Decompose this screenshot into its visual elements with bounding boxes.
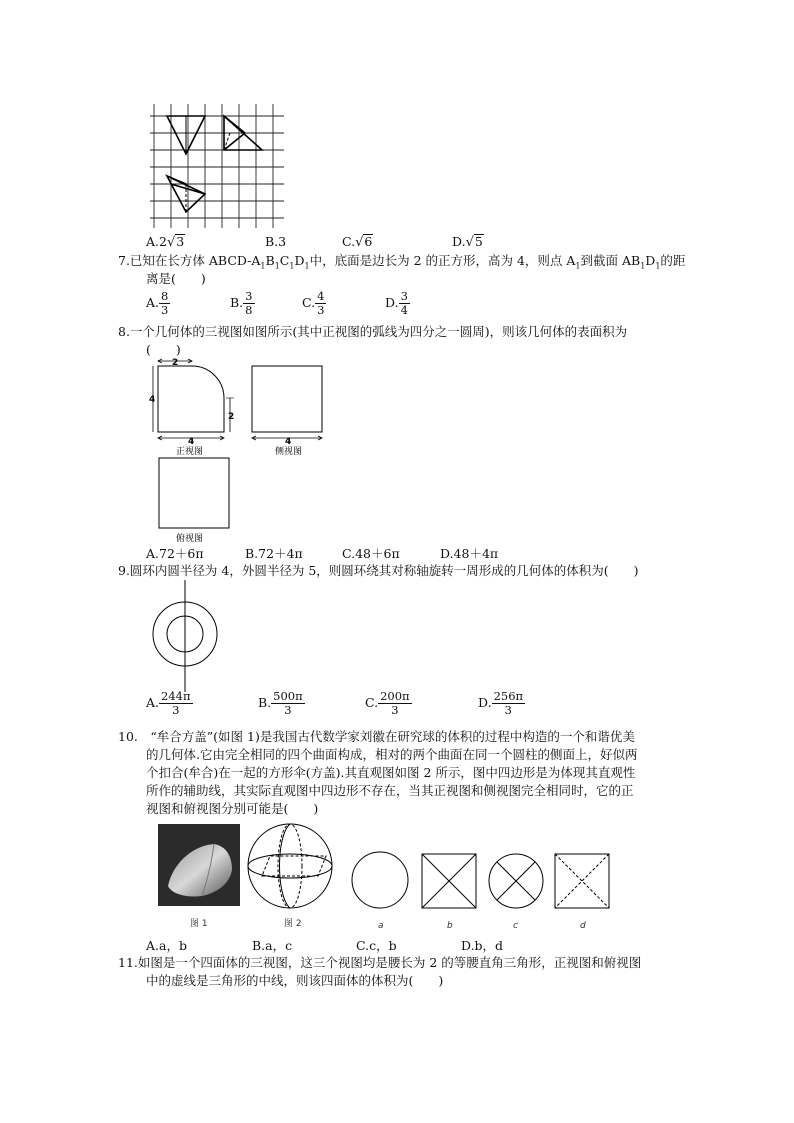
q11-stem-line1: 11.如图是一个四面体的三视图，这三个视图均是腰长为 2 的等腰直角三角形，正视图和俯视图 xyxy=(118,955,642,970)
q10-fig-d-square-dashed xyxy=(555,854,609,908)
q9-stem: 9.圆环内圆半径为 4，外圆半径为 5，则圆环绕其对称轴旋转一周形成的几何体的体积为( ) xyxy=(118,563,639,578)
q8-stem-line1: 8.一个几何体的三视图如图所示(其中正视图的弧线为四分之一圆周)，则该几何体的表面积为 xyxy=(118,324,628,339)
q10-fig-a-label: a xyxy=(378,921,384,931)
q10-stem-line4: 所作的辅助线，其实际直观图中四边形不存在，当其正视图和侧视图完全相同时，它的正 xyxy=(146,783,634,798)
q10-option-c[interactable]: C.c，b xyxy=(356,938,397,953)
q7-option-c[interactable]: C. $\frac{4}{3}$ xyxy=(302,289,325,317)
q10-fig-c-circle-x xyxy=(489,854,543,908)
q7-option-b[interactable]: B. $\frac{3}{8}$ xyxy=(230,289,253,317)
q7-stem-line1: 7.已知在长方体 ABCD-$A_1B_1C_1D_1$中，底面是边长为 2 的正方形，高为 4，则点 $A_1$到截面 $AB_1D_1$的距 xyxy=(118,253,686,271)
q8-option-a[interactable]: A.72＋6π xyxy=(146,546,204,561)
q10-option-d[interactable]: D.b，d xyxy=(461,938,504,953)
q10-fig1-photo xyxy=(158,824,240,906)
q10-stem-line2: 的几何体.它由完全相同的四个曲面构成，相对的两个曲面在同一个圆柱的侧面上，好似两 xyxy=(146,747,638,762)
q6-option-c[interactable]: C.√6 xyxy=(342,234,373,250)
q7-option-a[interactable]: A. $\frac{8}{3}$ xyxy=(146,289,169,317)
q10-stem-line1: 10. “牟合方盖”(如图 1)是我国古代数学家刘徽在研究球的体积的过程中构造的一个和谐优美 xyxy=(118,729,635,744)
q8-dim-left: 4 xyxy=(149,395,156,405)
q10-fig2-sphere xyxy=(248,824,332,908)
q11-stem-line2: 中的虚线是三角形的中线，则该四面体的体积为( ) xyxy=(146,973,444,988)
q6-option-b[interactable]: B.3 xyxy=(265,234,287,249)
q10-fig-a-circle xyxy=(352,852,408,908)
q10-fig-b-label: b xyxy=(447,921,453,931)
q8-three-view-figure xyxy=(148,356,328,548)
q8-option-b[interactable]: B.72＋4π xyxy=(245,546,303,561)
q10-fig1-label: 图 1 xyxy=(190,919,208,929)
q8-front-label: 正视图 xyxy=(176,447,204,457)
q8-side-label: 侧视图 xyxy=(275,447,303,457)
q10-fig-d-label: d xyxy=(580,921,586,931)
q6-grid-figure xyxy=(150,104,284,228)
q10-option-a[interactable]: A.a，b xyxy=(146,938,187,953)
q6-option-a[interactable]: A.2√3 xyxy=(146,234,185,250)
q7-option-d[interactable]: D. $\frac{3}{4}$ xyxy=(385,289,408,317)
q8-option-c[interactable]: C.48＋6π xyxy=(342,546,400,561)
q8-option-d[interactable]: D.48＋4π xyxy=(440,546,499,561)
q8-dim-side-bottom: 4 xyxy=(285,437,292,447)
q10-stem-line5: 视图和俯视图分别可能是( ) xyxy=(146,801,319,816)
q9-option-d[interactable]: D. $\frac{256\pi}{3}$ xyxy=(478,689,524,717)
q8-dim-right: 2 xyxy=(228,412,235,422)
q10-option-b[interactable]: B.a，c xyxy=(252,938,293,953)
q7-stem-line2: 离是( ) xyxy=(146,271,206,286)
q10-stem-line3: 个扣合(牟合)在一起的方形伞(方盖).其直观图如图 2 所示，图中四边形是为体现其直观性 xyxy=(146,765,636,780)
q10-fig-b-square xyxy=(422,854,476,908)
q8-top-label: 俯视图 xyxy=(176,534,204,544)
q8-dim-top: 2 xyxy=(172,358,179,368)
q9-option-a[interactable]: A. $\frac{244\pi}{3}$ xyxy=(146,689,191,717)
q8-stem-line2: ( ) xyxy=(146,342,181,357)
q10-fig-c-label: c xyxy=(513,921,518,931)
q9-option-b[interactable]: B. $\frac{500\pi}{3}$ xyxy=(258,689,303,717)
q10-figures xyxy=(150,820,620,936)
q6-option-d[interactable]: D.√5 xyxy=(452,234,483,250)
q9-annulus-figure xyxy=(148,580,230,692)
q8-dim-bottom: 4 xyxy=(188,437,195,447)
q10-fig2-label: 图 2 xyxy=(284,919,302,929)
q9-option-c[interactable]: C. $\frac{200\pi}{3}$ xyxy=(365,689,410,717)
